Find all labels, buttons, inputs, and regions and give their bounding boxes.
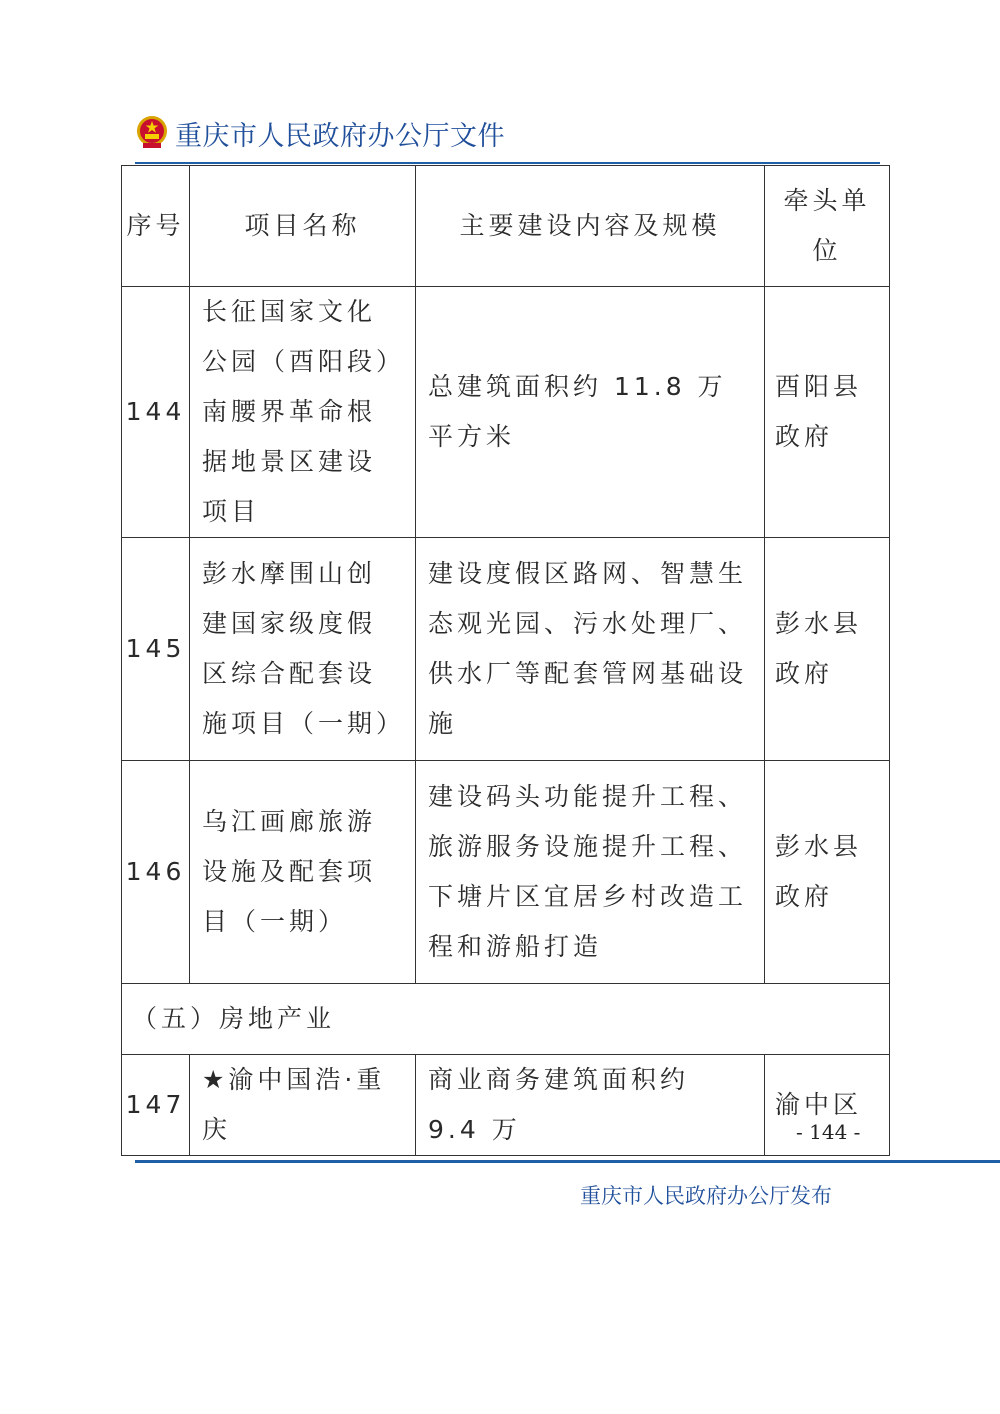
header-cell-name: 项目名称 bbox=[190, 166, 416, 287]
document-header bbox=[135, 108, 505, 158]
section-heading-row bbox=[122, 984, 890, 1055]
row-number: 146 bbox=[122, 761, 190, 984]
table-header-row bbox=[122, 166, 890, 287]
lead-unit: 彭水县政府 bbox=[765, 761, 890, 984]
footer-divider bbox=[135, 1160, 1000, 1163]
project-content: 商业商务建筑面积约 9.4 万 bbox=[416, 1055, 765, 1156]
section-heading: （五）房地产业 bbox=[122, 984, 890, 1055]
project-name: 彭水摩围山创建国家级度假区综合配套设施项目（一期） bbox=[190, 538, 416, 761]
header-cell-content: 主要建设内容及规模 bbox=[416, 166, 765, 287]
header-cell-unit: 牵头单位 bbox=[765, 166, 890, 287]
table-row bbox=[122, 538, 890, 761]
project-table bbox=[121, 165, 890, 1156]
project-name: 长征国家文化公园（酉阳段）南腰界革命根据地景区建设项目 bbox=[190, 287, 416, 538]
lead-unit: 酉阳县政府 bbox=[765, 287, 890, 538]
footer-publisher: 重庆市人民政府办公厅发布 bbox=[580, 1184, 832, 1208]
table-row bbox=[122, 1055, 890, 1156]
project-name: ★渝中国浩·重庆 bbox=[190, 1055, 416, 1156]
document-header-title: 重庆市人民政府办公厅文件 bbox=[175, 120, 505, 152]
table-row bbox=[122, 287, 890, 538]
national-emblem-icon bbox=[135, 114, 169, 152]
lead-unit: 渝中区 bbox=[765, 1055, 890, 1156]
header-cell-number: 序号 bbox=[122, 166, 190, 287]
project-content: 建设度假区路网、智慧生态观光园、污水处理厂、供水厂等配套管网基础设施 bbox=[416, 538, 765, 761]
project-name: 乌江画廊旅游设施及配套项目（一期） bbox=[190, 761, 416, 984]
lead-unit: 彭水县政府 bbox=[765, 538, 890, 761]
row-number: 145 bbox=[122, 538, 190, 761]
table-row bbox=[122, 761, 890, 984]
header-divider bbox=[135, 162, 880, 164]
project-content: 总建筑面积约 11.8 万平方米 bbox=[416, 287, 765, 538]
page-number: - 144 - bbox=[796, 1120, 861, 1144]
project-content: 建设码头功能提升工程、旅游服务设施提升工程、下塘片区宜居乡村改造工程和游船打造 bbox=[416, 761, 765, 984]
row-number: 144 bbox=[122, 287, 190, 538]
row-number: 147 bbox=[122, 1055, 190, 1156]
